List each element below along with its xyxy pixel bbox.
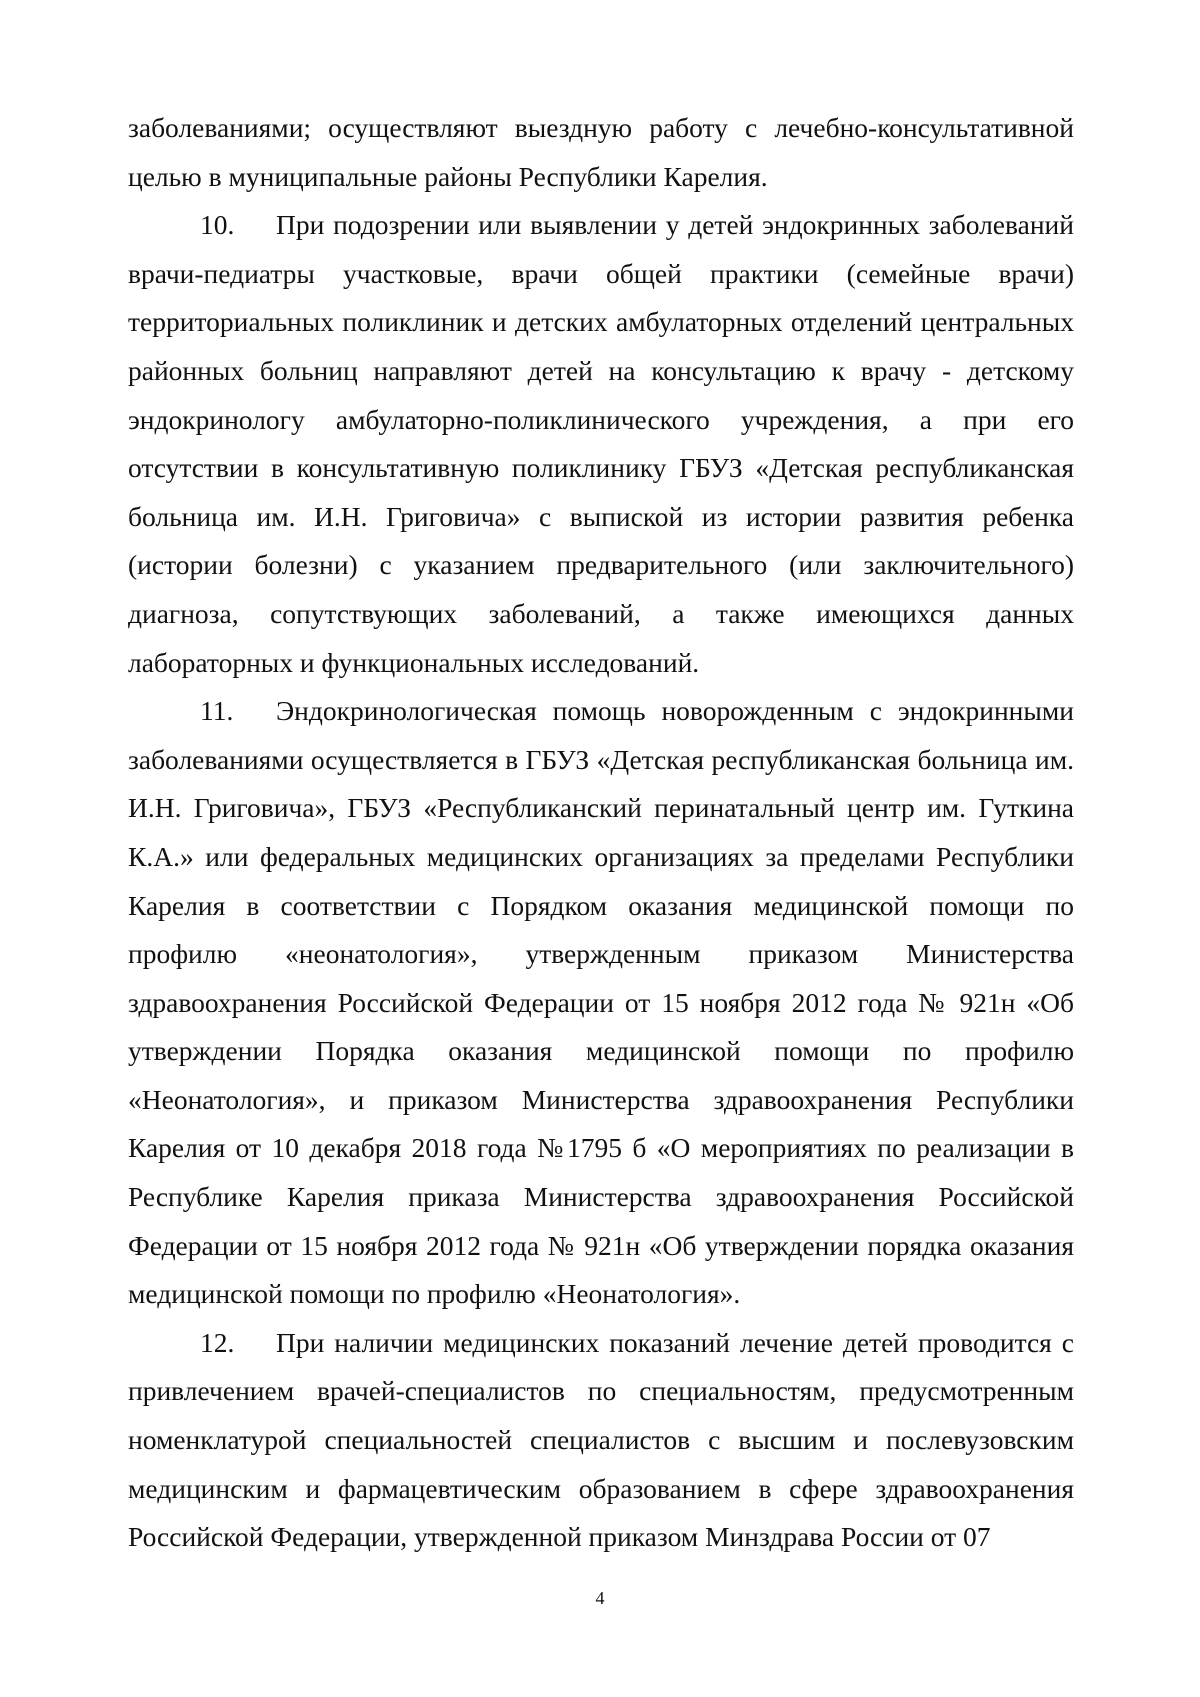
page-number: 4 [595, 1588, 605, 1608]
paragraph-text: заболеваниями; осуществляют выездную работу с лечебно-консультативной целью в муниципальные районы Республики Карелия. [128, 112, 1074, 192]
paragraph-10 [128, 201, 1074, 687]
paragraph-continuation [128, 104, 1074, 201]
paragraph-number: 11. [200, 695, 234, 727]
paragraph-text: При наличии медицинских показаний лечение детей проводится с привлечением врачей-специалистов по специальностям, предусмотренным номенклатурой специальностей специалистов с высшим и послевузовским медицинским и фармацевтическим образованием в сфере здравоохранения Российской Федерации, утвержденной приказом Минздрава России от 07 [128, 1326, 1074, 1553]
paragraph-12 [128, 1319, 1074, 1562]
paragraph-number: 12. [200, 1326, 235, 1358]
paragraph-text: Эндокринологическая помощь новорожденным с эндокринными заболеваниями осуществляется в ГБУЗ «Детская республиканская больница им. И.Н. Григовича», ГБУЗ «Республиканский перинатальный центр им. Гуткина К.А.» или федеральных медицинских организациях за пределами Республики Карелия в соответствии с Порядком оказания медицинской помощи по профилю «неонатология», утвержденным приказом Министерства здравоохранения Российской Федерации от 15 ноября 2012 года № 921н «Об утверждении Порядка оказания медицинской помощи по профилю «Неонатология», и приказом Министерства здравоохранения Республики Карелия от 10 декабря 2018 года №1795 б «О мероприятиях по реализации в Республике Карелия приказа Министерства здравоохранения Российской Федерации от 15 ноября 2012 года № 921н «Об утверждении порядка оказания медицинской помощи по профилю «Неонатология». [128, 695, 1074, 1310]
paragraph-11 [128, 687, 1074, 1319]
paragraph-text: При подозрении или выявлении у детей эндокринных заболеваний врачи-педиатры участковые, врачи общей практики (семейные врачи) территориальных поликлиник и детских амбулаторных отделений центральных районных больниц направляют детей на консультацию к врачу - детскому эндокринологу амбулаторно-поликлинического учреждения, а при его отсутствии в консультативную поликлинику ГБУЗ «Детская республиканская больница им. И.Н. Григовича» с выпиской из истории развития ребенка (истории болезни) с указанием предварительного (или заключительного) диагноза, сопутствующих заболеваний, а также имеющихся данных лабораторных и функциональных исследований. [128, 209, 1074, 678]
document-body [128, 104, 1074, 1562]
paragraph-number: 10. [200, 209, 235, 241]
